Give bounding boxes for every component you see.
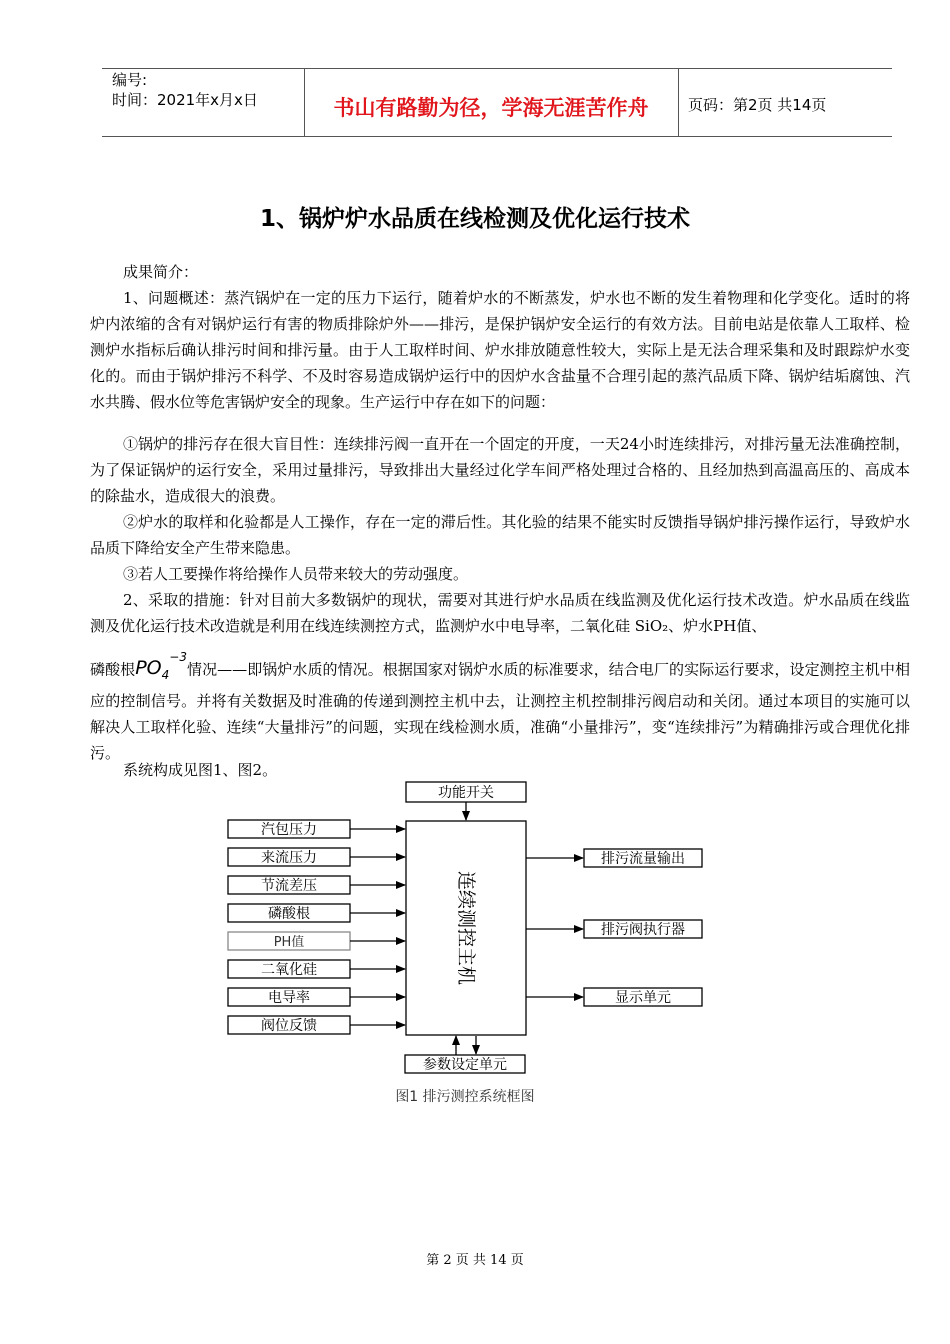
- header-motto: 书山有路勤为径，学海无涯苦作舟: [333, 96, 649, 120]
- page-footer: 第 2 页 共 14 页: [426, 1253, 524, 1268]
- output-label-display: 显示单元: [615, 990, 671, 1006]
- output-label-valve-actuator: 排污阀执行器: [601, 922, 685, 938]
- function-switch-label: 功能开关: [438, 785, 494, 801]
- paragraph-issue-1: ①锅炉的排污存在很大盲目性：连续排污阀一直开在一个固定的开度，一天24小时连续排污，对排污量无法准确控制，为了保证锅炉的运行安全，采用过量排污，导致排出大量经过化学车间严格处理过合格的、且经加热到高温高压的、高成本的除盐水，造成很大的浪费。: [90, 435, 910, 505]
- paragraph-system-ref: 系统构成见图1、图2。: [123, 761, 278, 779]
- output-signals: [526, 849, 702, 1006]
- formula-base: PO: [135, 657, 162, 680]
- header-bottom-border: [102, 136, 892, 137]
- header-time-label: 时间：2021年x月x日: [112, 91, 258, 109]
- header-top-border: [102, 68, 892, 69]
- paragraph-measures: 2、采取的措施：针对目前大多数锅炉的现状，需要对其进行炉水品质在线监测及优化运行技术改造。炉水品质在线监测及优化运行技术改造就是利用在线连续测控方式，监测炉水中电导率，二氧化硅 SiO₂、炉水PH值、: [90, 591, 910, 635]
- formula-subscript: 4: [161, 668, 170, 683]
- header-divider-right: [678, 68, 679, 136]
- paragraph-issue-2: ②炉水的取样和化验都是人工操作，存在一定的滞后性。其化验的结果不能实时反馈指导锅炉排污操作运行，导致炉水品质下降给安全产生带来隐患。: [90, 513, 910, 557]
- input-label-inflow-pressure: 来流压力: [261, 850, 317, 866]
- paragraph-measures-cont: [90, 650, 910, 766]
- input-label-silica: 二氧化硅: [261, 962, 317, 978]
- system-block-diagram: [0, 775, 950, 1115]
- input-signals: [228, 820, 405, 1034]
- phosphate-formula: [135, 650, 187, 683]
- figure-caption: 图1 排污测控系统框图: [395, 1089, 535, 1105]
- header-page-info: 页码：第2页 共14页: [688, 96, 827, 114]
- header-number-label: 编号:: [112, 71, 148, 89]
- paragraph-issue-3: ③若人工要操作将给操作人员带来较大的劳动强度。: [123, 565, 469, 583]
- measures-text: 情况——即锅炉水质的情况。根据国家对锅炉水质的标准要求，结合电厂的实际运行要求，设定测控主机中相应的控制信号。并将有关数据及时准确的传递到测控主机中去，让测控主机控制排污阀启动和关闭。通过本项目的实施可以解决人工取样化验、连续“大量排污”的问题，实现在线检测水质，准确“小量排污”，变“连续排污”为精确排污或合理优化排污。: [90, 660, 910, 763]
- output-label-blowdown-flow: 排污流量输出: [601, 851, 685, 867]
- input-label-phosphate: 磷酸根: [268, 906, 310, 922]
- phosphate-prefix: 磷酸根: [90, 660, 136, 679]
- param-setting-label: 参数设定单元: [423, 1057, 507, 1073]
- input-label-conductivity: 电导率: [268, 990, 310, 1006]
- input-label-valve-feedback: 阀位反馈: [261, 1018, 317, 1034]
- input-label-ph: PH值: [273, 935, 305, 950]
- formula-superscript: −3: [169, 650, 187, 664]
- paragraph-intro: 成果简介：: [123, 263, 199, 281]
- input-label-throttle-dp: 节流差压: [261, 878, 317, 894]
- main-control-unit-label: 连续测控主机: [455, 870, 477, 986]
- paragraph-problem-overview: 1、问题概述：蒸汽锅炉在一定的压力下运行，随着炉水的不断蒸发，炉水也不断的发生着物理和化学变化。适时的将炉内浓缩的含有对锅炉运行有害的物质排除炉外——排污，是保护锅炉安全运行的有效方法。目前电站是依靠人工取样、检测炉水指标后确认排污时间和排污量。由于人工取样时间、炉水排放随意性较大，实际上是无法合理采集和及时跟踪炉水变化的。而由于锅炉排污不科学、不及时容易造成锅炉运行中的因炉水含盐量不合理引起的蒸汽品质下降、锅炉结垢腐蚀、汽水共腾、假水位等危害锅炉安全的现象。生产运行中存在如下的问题：: [90, 289, 910, 411]
- input-label-drum-pressure: 汽包压力: [261, 822, 317, 838]
- document-title: 1、锅炉炉水品质在线检测及优化运行技术: [259, 206, 690, 232]
